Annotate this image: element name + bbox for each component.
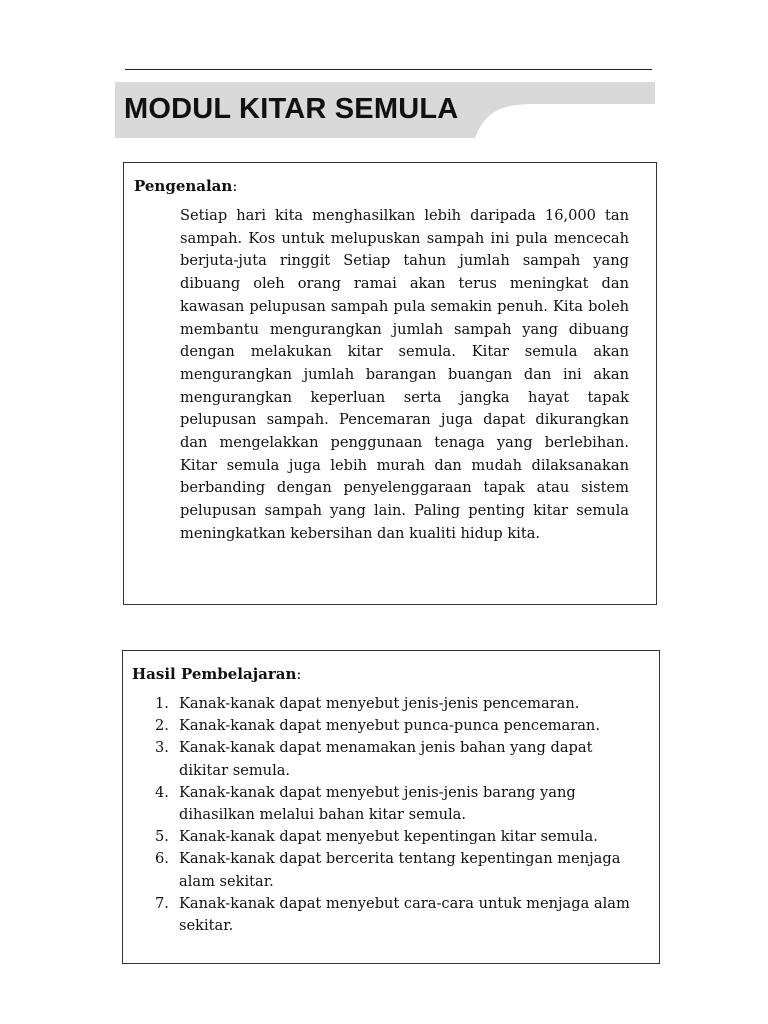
- page-title: MODUL KITAR SEMULA: [124, 93, 459, 125]
- top-divider: [125, 69, 652, 70]
- list-item: [132, 782, 642, 826]
- list-item: [132, 737, 642, 781]
- intro-paragraph: Setiap hari kita menghasilkan lebih daripada 16,000 tan sampah. Kos untuk melupuskan sampah ini pula mencecah berjuta-juta ringgit Setiap tahun jumlah sampah yang dibuang oleh orang ramai akan terus meningkat dan kawasan pelupusan sampah pula semakin penuh. Kita boleh membantu mengurangkan jumlah sampah yang dibuang dengan melakukan kitar semula. Kitar semula akan mengurangkan jumlah barangan buangan dan ini akan mengurangkan keperluan serta jangka hayat tapak pelupusan sampah. Pencemaran juga dapat dikurangkan dan mengelakkan penggunaan tenaga yang berlebihan. Kitar semula juga lebih murah dan mudah dilaksanakan berbanding dengan penyelenggaraan tapak atau sistem pelupusan sampah yang lain. Paling penting kitar semula meningkatkan kebersihan dan kualiti hidup kita.: [180, 207, 629, 542]
- list-item-number: 1.: [155, 695, 169, 712]
- list-item-text: Kanak-kanak dapat menyebut cara-cara untuk menjaga alam sekitar.: [179, 894, 630, 935]
- list-item-number: 2.: [155, 717, 169, 735]
- intro-heading-colon: :: [232, 177, 238, 195]
- list-item-number: 3.: [155, 739, 169, 757]
- intro-heading: [134, 177, 237, 195]
- outcomes-list: [132, 693, 642, 937]
- list-item: [132, 715, 642, 737]
- title-banner: [115, 82, 655, 138]
- list-item: [132, 893, 642, 937]
- outcomes-heading-label: Hasil Pembelajaran: [132, 665, 297, 683]
- list-item-number: 7.: [155, 894, 169, 912]
- outcomes-heading: [132, 665, 301, 683]
- list-item-number: 4.: [155, 783, 169, 801]
- list-item-text: Kanak-kanak dapat menamakan jenis bahan yang dapat dikitar semula.: [179, 739, 593, 779]
- list-item: [132, 693, 642, 715]
- list-item-text: Kanak-kanak dapat menyebut kepentingan kitar semula.: [179, 828, 598, 846]
- list-item-number: 5.: [155, 828, 169, 846]
- list-item: [132, 826, 642, 848]
- outcomes-heading-colon: :: [296, 665, 302, 683]
- intro-heading-label: Pengenalan: [134, 177, 233, 195]
- list-item-number: 6.: [155, 850, 169, 868]
- list-item-text: Kanak-kanak dapat menyebut jenis-jenis barang yang dihasilkan melalui bahan kitar semula.: [179, 783, 576, 824]
- list-item-text: Kanak-kanak dapat bercerita tentang kepentingan menjaga alam sekitar.: [179, 850, 621, 890]
- learning-outcomes-section: [122, 650, 660, 964]
- list-item-text: Kanak-kanak dapat menyebut jenis-jenis pencemaran.: [179, 695, 580, 712]
- list-item: [132, 848, 642, 892]
- intro-section: [123, 162, 657, 605]
- list-item-text: Kanak-kanak dapat menyebut punca-punca pencemaran.: [179, 717, 600, 735]
